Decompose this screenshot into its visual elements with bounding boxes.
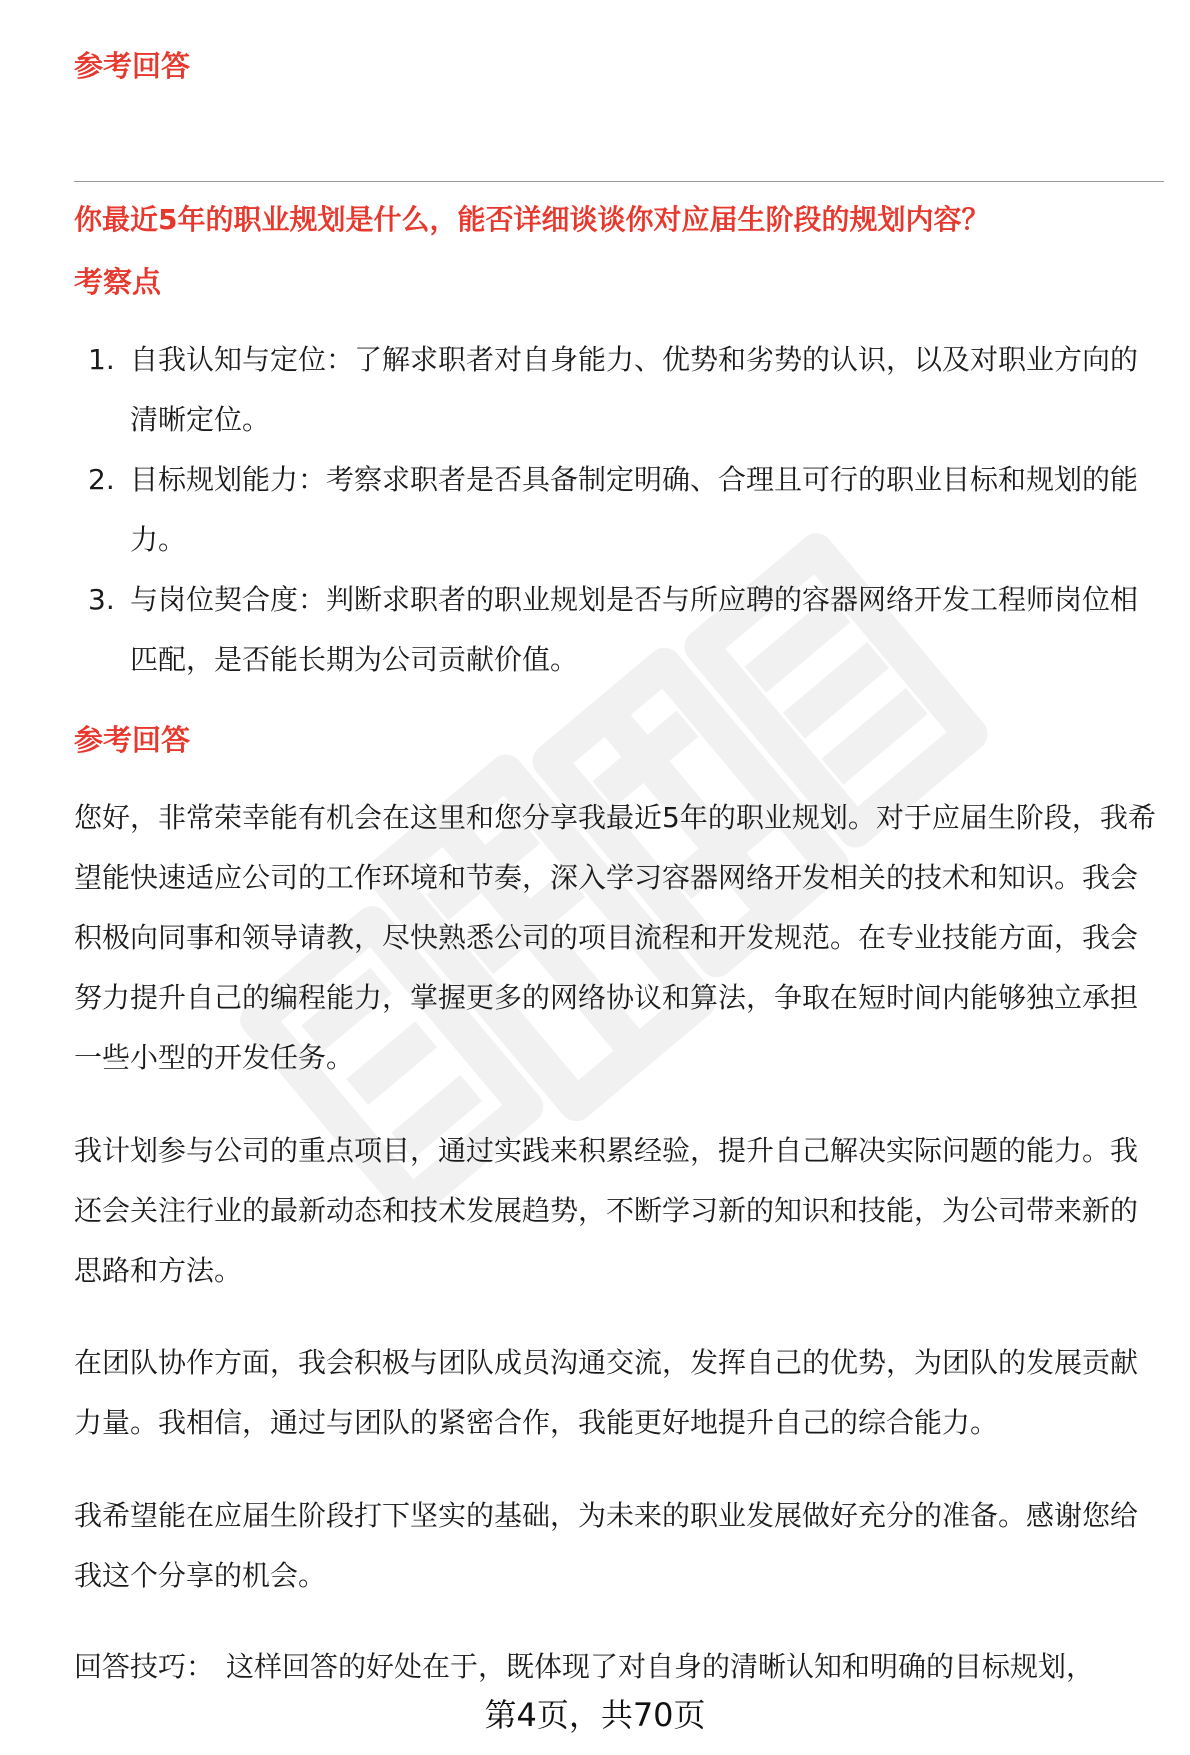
answer-tip: [74, 1637, 1164, 1697]
answer-tip-text: 这样回答的好处在于，既体现了对自身的清晰认知和明确的目标规划，: [226, 1650, 1095, 1683]
question-title: 你最近5年的职业规划是什么，能否详细谈谈你对应届生阶段的规划内容？: [74, 203, 990, 236]
answer-paragraph: 您好，非常荣幸能有机会在这里和您分享我最近5年的职业规划。对于应届生阶段，我希望能快速适应公司的工作环境和节奏，深入学习容器网络开发相关的技术和知识。我会积极向同事和领导请教，尽快熟悉公司的项目流程和开发规范。在专业技能方面，我会努力提升自己的编程能力，掌握更多的网络协议和算法，争取在短时间内能够独立承担一些小型的开发任务。: [74, 801, 1156, 1074]
top-reference-answer-heading: 参考回答: [74, 49, 191, 83]
list-item: [74, 570, 1164, 690]
list-item-text: 自我认知与定位：了解求职者对自身能力、优势和劣势的认识，以及对职业方向的清晰定位。: [130, 343, 1139, 436]
list-item-number: 3.: [88, 583, 115, 616]
list-item-number: 1.: [88, 343, 115, 376]
assessment-points-list: [74, 330, 1164, 690]
document-page: [74, 0, 1164, 1755]
page-number-footer: 第4页，共70页: [484, 1696, 706, 1734]
answer-paragraph: 在团队协作方面，我会积极与团队成员沟通交流，发挥自己的优势，为团队的发展贡献力量。我相信，通过与团队的紧密合作，我能更好地提升自己的综合能力。: [74, 1346, 1139, 1439]
answer-heading: 参考回答: [74, 723, 191, 757]
list-item: [74, 450, 1164, 570]
list-item-text: 目标规划能力：考察求职者是否具备制定明确、合理且可行的职业目标和规划的能力。: [130, 463, 1139, 556]
list-item: [74, 330, 1164, 450]
answer-paragraph: 我计划参与公司的重点项目，通过实践来积累经验，提升自己解决实际问题的能力。我还会关注行业的最新动态和技术发展趋势，不断学习新的知识和技能，为公司带来新的思路和方法。: [74, 1134, 1139, 1287]
answer-paragraph: 我希望能在应届生阶段打下坚实的基础，为未来的职业发展做好充分的准备。感谢您给我这个分享的机会。: [74, 1499, 1139, 1592]
answer-tip-label: 回答技巧：: [74, 1650, 215, 1683]
list-item-number: 2.: [88, 463, 115, 496]
assessment-points-heading: 考察点: [74, 265, 162, 299]
list-item-text: 与岗位契合度：判断求职者的职业规划是否与所应聘的容器网络开发工程师岗位相匹配，是否能长期为公司贡献价值。: [130, 583, 1139, 676]
section-divider: [74, 181, 1164, 182]
